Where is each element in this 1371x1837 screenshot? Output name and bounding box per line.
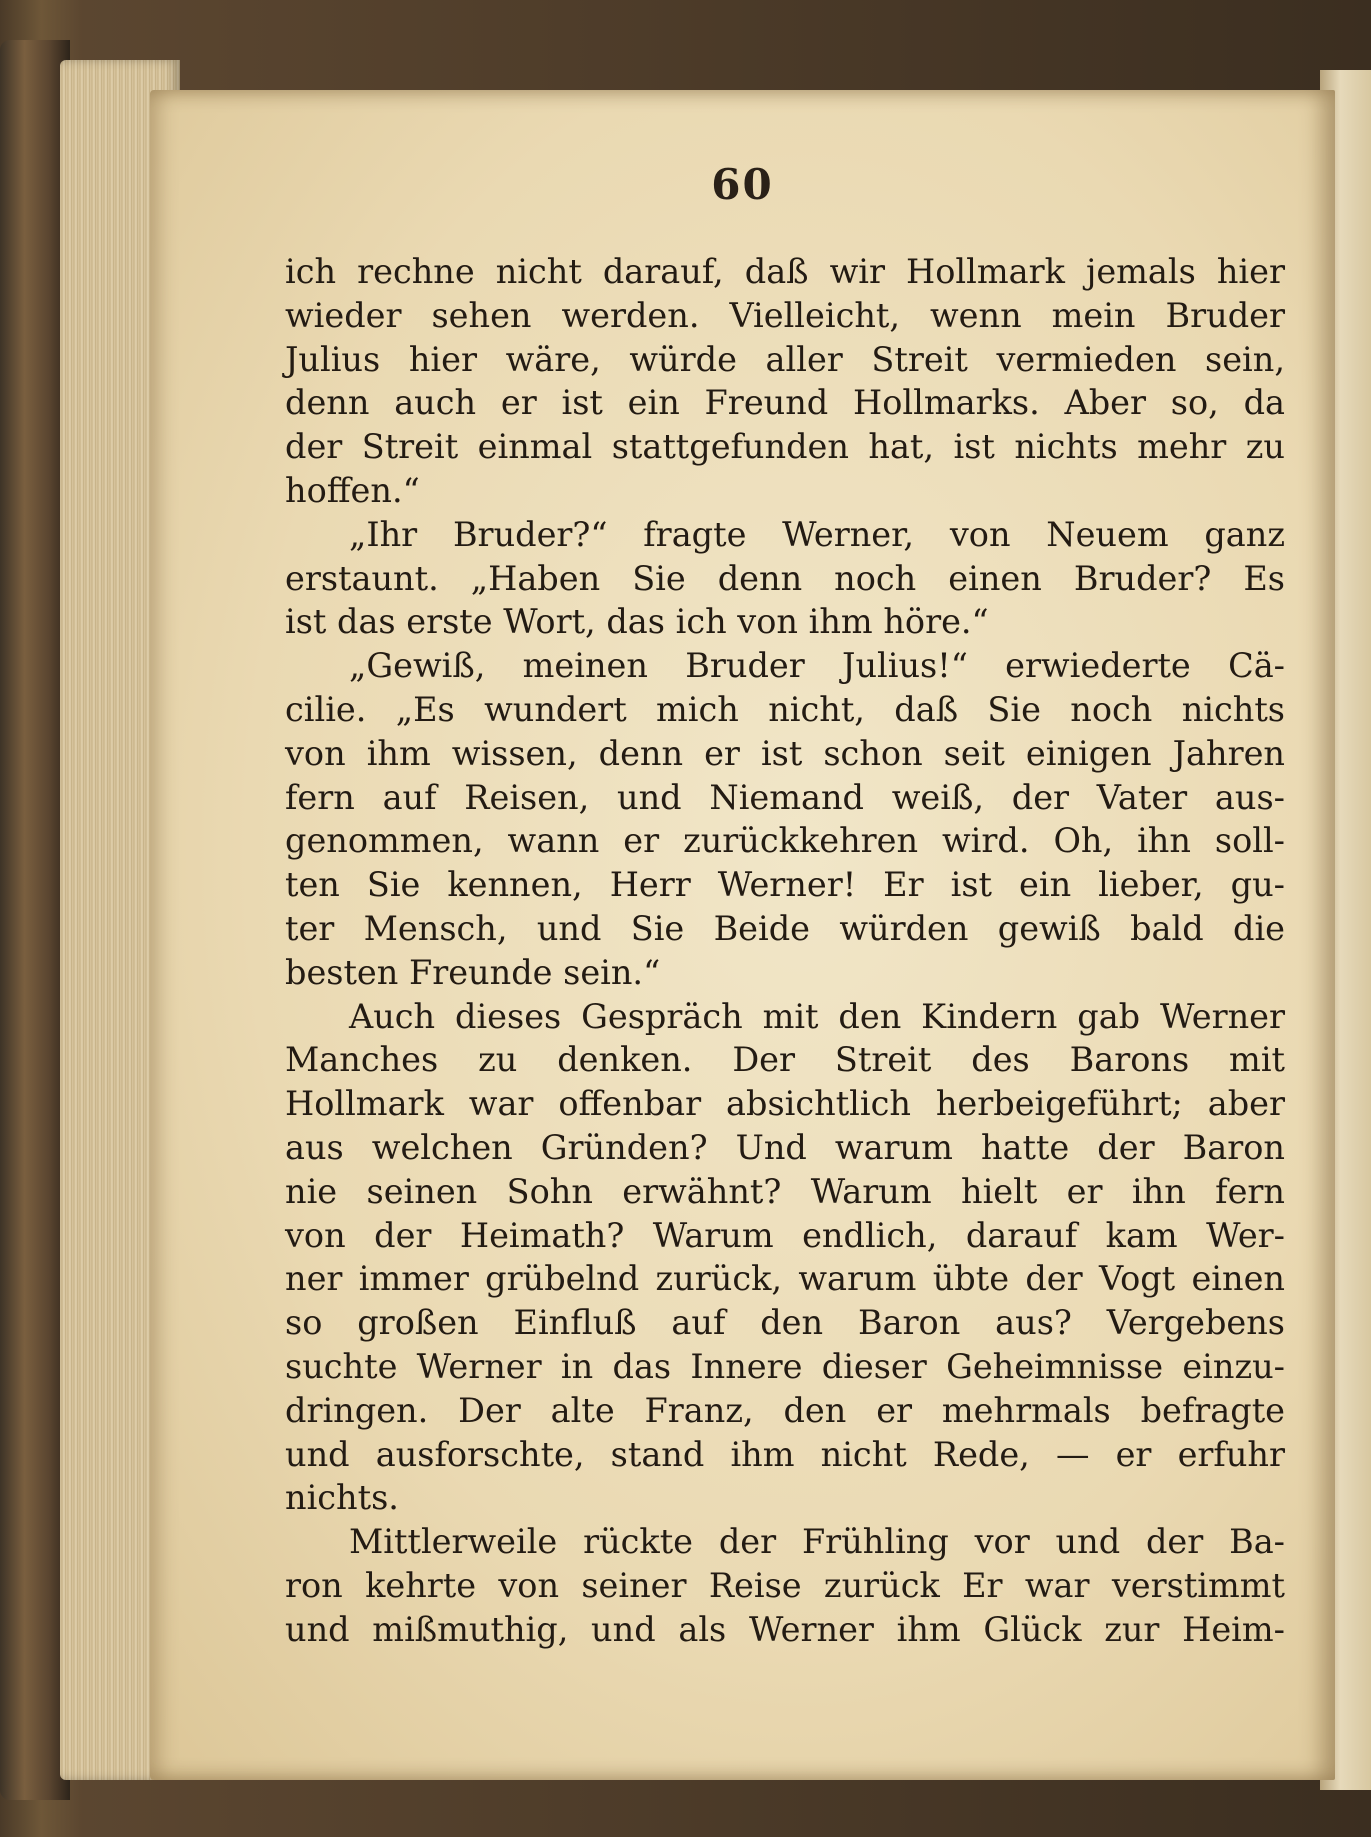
text-line: besten Freunde sein.“: [285, 952, 661, 992]
text-line: und ausforschte, stand ihm nicht Rede, — er erfuhr: [285, 1434, 1285, 1474]
text-line: erstaunt. „Haben Sie denn noch einen Bruder? Es: [285, 558, 1285, 598]
text-line: cilie. „Es wundert mich nicht, daß Sie noch nichts: [285, 689, 1285, 729]
text-line: der Streit einmal stattgefunden hat, ist nichts mehr zu: [285, 427, 1285, 467]
text-line: ter Mensch, und Sie Beide würden gewiß bald die: [285, 908, 1285, 948]
text-line: Auch dieses Gespräch mit den Kindern gab Werner: [349, 996, 1285, 1036]
text-line: Julius hier wäre, würde aller Streit vermieden sein,: [285, 339, 1285, 379]
text-line: und mißmuthig, und als Werner ihm Glück zur Heim-: [285, 1609, 1285, 1649]
text-line: ron kehrte von seiner Reise zurück Er war verstimmt: [285, 1565, 1285, 1605]
text-line: wieder sehen werden. Vielleicht, wenn mein Bruder: [285, 295, 1285, 335]
text-line: so großen Einfluß auf den Baron aus? Vergebens: [285, 1303, 1285, 1343]
text-line: nichts.: [285, 1478, 399, 1518]
page-text: [285, 250, 1285, 1652]
text-line: von ihm wissen, denn er ist schon seit einigen Jahren: [285, 733, 1285, 773]
text-line: ich rechne nicht darauf, daß wir Hollmark jemals hier: [285, 252, 1285, 291]
text-line: Hollmark war offenbar absichtlich herbeigeführt; aber: [285, 1084, 1285, 1124]
text-line: denn auch er ist ein Freund Hollmarks. Aber so, da: [285, 383, 1285, 423]
page-number: 60: [711, 160, 774, 209]
text-line: von der Heimath? Warum endlich, darauf kam Wer-: [285, 1215, 1285, 1255]
text-line: Manches zu denken. Der Streit des Barons mit: [285, 1040, 1285, 1080]
text-line: „Ihr Bruder?“ fragte Werner, von Neuem ganz: [349, 514, 1285, 554]
text-line: dringen. Der alte Franz, den er mehrmals befragte: [285, 1390, 1285, 1430]
text-line: genommen, wann er zurückkehren wird. Oh, ihn soll-: [285, 821, 1285, 861]
text-line: aus welchen Gründen? Und warum hatte der Baron: [285, 1127, 1285, 1167]
text-line: ten Sie kennen, Herr Werner! Er ist ein lieber, gu-: [285, 865, 1285, 905]
text-line: hoffen.“: [285, 470, 420, 510]
book-page: [150, 90, 1335, 1780]
text-line: Mittlerweile rückte der Frühling vor und der Ba-: [349, 1522, 1285, 1562]
text-line: nie seinen Sohn erwähnt? Warum hielt er ihn fern: [285, 1171, 1285, 1211]
text-line: fern auf Reisen, und Niemand weiß, der Vater aus-: [285, 777, 1285, 817]
text-line: „Gewiß, meinen Bruder Julius!“ erwiederte Cä-: [349, 646, 1285, 686]
text-line: suchte Werner in das Innere dieser Geheimnisse einzu-: [285, 1346, 1285, 1386]
text-line: ist das erste Wort, das ich von ihm höre.“: [285, 602, 989, 642]
text-line: ner immer grübelnd zurück, warum übte der Vogt einen: [285, 1259, 1285, 1299]
